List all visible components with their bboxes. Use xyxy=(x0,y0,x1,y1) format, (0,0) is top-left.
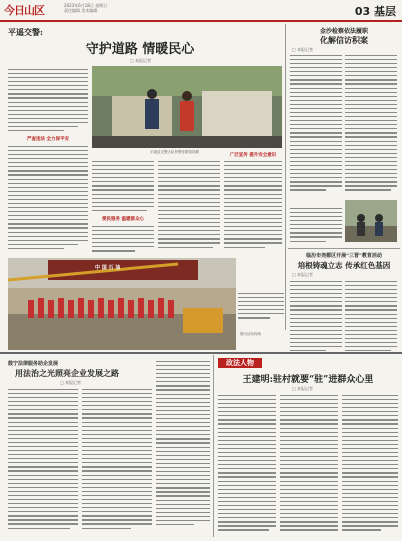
right-top-kicker: 金沙检察依法履职 xyxy=(319,28,368,35)
officials-meeting-image xyxy=(345,200,397,242)
right-top-photo xyxy=(345,200,397,242)
bottom-right-body-col2 xyxy=(280,392,338,537)
right-bottom-kicker: 临汾市尧都区开展“三晋”教育活动 xyxy=(306,253,382,259)
main-headline: 守护道路 情暖民心 xyxy=(85,42,195,57)
section-divider xyxy=(0,352,402,354)
right-top-body-col1 xyxy=(290,52,342,202)
photo-banner-text: 中 国 石 油 xyxy=(95,265,121,271)
column-divider xyxy=(285,24,286,330)
right-bottom-byline: □ 本报记者 xyxy=(292,272,314,277)
bottom-divider xyxy=(213,355,214,537)
issue-date-info xyxy=(64,3,107,13)
section-tag: 政法人物 xyxy=(218,358,262,368)
bottom-left-byline: □ 本报记者 xyxy=(60,380,82,385)
right-top-byline: □ 本报记者 xyxy=(292,47,314,52)
right-top-body-col2 xyxy=(345,52,397,202)
right-bottom-body-col2 xyxy=(345,278,397,356)
bottom-right-byline: □ 本报记者 xyxy=(292,386,314,391)
right-top-headline: 化解信访积案 xyxy=(320,35,368,45)
main-body-col2a xyxy=(92,158,154,216)
newspaper-logo: 今日山区 xyxy=(4,4,44,17)
main-body-col3 xyxy=(158,158,220,255)
bottom-right-headline: 王建明:驻村就要“驻”进群众心里 xyxy=(242,375,374,385)
big-photo-caption: 图为活动现场 xyxy=(240,332,261,336)
main-body-col2b xyxy=(92,223,154,255)
main-photo-caption: 平遥县交警大队民警在路面执勤 xyxy=(150,150,199,154)
bottom-right-body-col3 xyxy=(342,392,398,537)
main-subhead-3: 广泛宣传 提升安全意识 xyxy=(229,153,277,158)
main-kicker: 平遥交警: xyxy=(8,27,43,37)
students-with-fire-truck-image xyxy=(8,258,236,350)
bottom-right-body-col1 xyxy=(218,392,276,537)
masthead xyxy=(0,0,402,22)
bottom-left-headline: 用法治之光照亮企业发展之路 xyxy=(15,368,119,378)
main-intro-text xyxy=(8,66,88,134)
bottom-left-body-col2 xyxy=(82,386,152,536)
right-top-body-col1b xyxy=(290,205,342,245)
main-subhead-2: 便民服务 温暖群众心 xyxy=(101,217,145,222)
issue-date: 2023年6月18日 星期日 xyxy=(64,3,108,8)
right-bottom-headline: 培根铸魂立志 传承红色基因 xyxy=(297,261,391,270)
bottom-left-kicker: 鼓宁法律服务助企发展 xyxy=(8,361,59,367)
photo-side-caption xyxy=(238,290,284,330)
main-body-col4a xyxy=(224,66,282,106)
right-section-divider xyxy=(288,248,400,249)
page-section-label: 03 基层 xyxy=(354,5,396,18)
main-body-col4 xyxy=(224,158,282,255)
main-body-col1 xyxy=(8,143,88,255)
main-byline: □ 本报记者 xyxy=(130,58,152,63)
right-bottom-body-col1 xyxy=(290,278,342,356)
bottom-left-body-col1 xyxy=(8,386,78,536)
main-subhead-1: 严查违法 全力保平安 xyxy=(26,137,70,142)
big-event-photo xyxy=(8,258,236,350)
bottom-left-body-col3 xyxy=(156,358,210,536)
editor-credit: 责任编辑 美术编辑 xyxy=(64,8,98,13)
